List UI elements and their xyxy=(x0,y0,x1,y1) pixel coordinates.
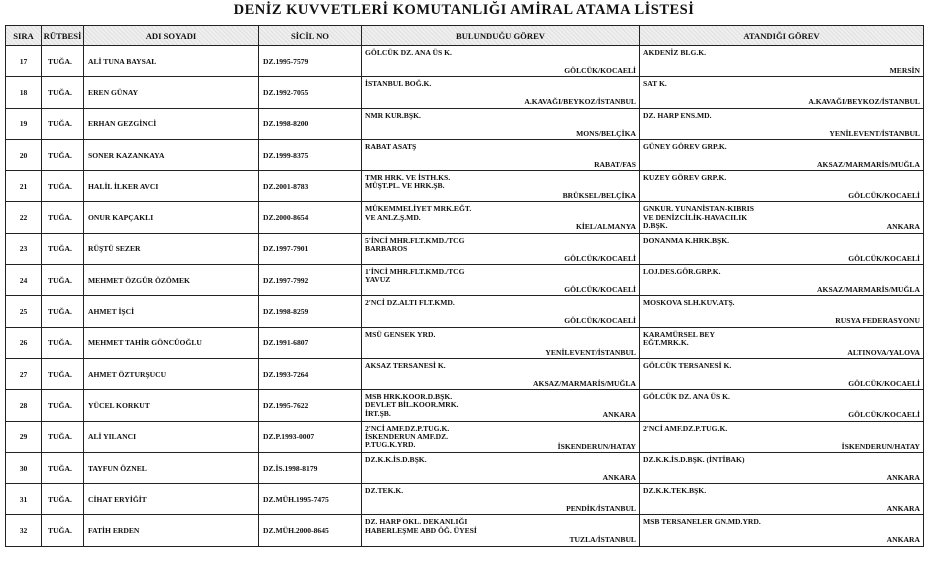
current-duty-location: YENİLEVENT/İSTANBUL xyxy=(545,347,636,357)
current-duty-location: A.KAVAĞI/BEYKOZ/İSTANBUL xyxy=(524,97,636,107)
current-duty-location: İSKENDERUN/HATAY xyxy=(557,441,636,451)
row-sicil: DZ.1991-6807 xyxy=(259,327,362,358)
table-row xyxy=(6,233,924,264)
row-sira: 30 xyxy=(6,452,42,483)
current-duty-location: ANKARA xyxy=(602,410,636,420)
row-sira: 23 xyxy=(6,233,42,264)
row-sira: 24 xyxy=(6,265,42,296)
assigned-duty-location: GÖLCÜK/KOCAELİ xyxy=(848,191,920,201)
assigned-duty-location: GÖLCÜK/KOCAELİ xyxy=(848,253,920,263)
assigned-duty-location: ANKARA xyxy=(886,504,920,514)
row-current-duty xyxy=(362,265,640,296)
header-assigned-duty: ATANDIĞI GÖREV xyxy=(640,26,924,46)
appointment-table xyxy=(5,25,924,547)
row-current-duty xyxy=(362,77,640,108)
row-name: FATİH ERDEN xyxy=(84,515,259,546)
row-rutbe: TUĞA. xyxy=(42,171,84,202)
table-row xyxy=(6,358,924,389)
row-sira: 20 xyxy=(6,139,42,170)
current-duty-location: MONS/BELÇİKA xyxy=(576,128,636,138)
row-current-duty xyxy=(362,421,640,452)
row-current-duty xyxy=(362,139,640,170)
row-name: AHMET İŞCİ xyxy=(84,296,259,327)
assigned-duty-location: AKSAZ/MARMARİS/MUĞLA xyxy=(817,159,920,169)
row-assigned-duty xyxy=(640,296,924,327)
assigned-duty-unit: GÖLCÜK DZ. ANA ÜS K. xyxy=(643,392,730,402)
table-row xyxy=(6,77,924,108)
row-assigned-duty xyxy=(640,515,924,546)
row-rutbe: TUĞA. xyxy=(42,484,84,515)
row-sicil: DZ.1995-7622 xyxy=(259,390,362,421)
row-rutbe: TUĞA. xyxy=(42,515,84,546)
table-header-row xyxy=(6,26,924,46)
current-duty-location: TUZLA/İSTANBUL xyxy=(569,535,636,545)
assigned-duty-unit: MSB TERSANELER GN.MD.YRD. xyxy=(643,517,761,527)
row-rutbe: TUĞA. xyxy=(42,46,84,77)
row-sira: 32 xyxy=(6,515,42,546)
page-title: DENİZ KUVVETLERİ KOMUTANLIĞI AMİRAL ATAMA LİSTESİ xyxy=(233,2,695,18)
row-sira: 22 xyxy=(6,202,42,233)
current-duty-unit: DZ. HARP OKL. DEKANLIĞI HABERLEŞME ABD ÖĞ. ÜYESİ xyxy=(365,517,477,535)
current-duty-location: KİEL/ALMANYA xyxy=(575,222,636,232)
current-duty-unit: NMR KUR.BŞK. xyxy=(365,110,421,120)
row-assigned-duty xyxy=(640,233,924,264)
row-name: YÜCEL KORKUT xyxy=(84,390,259,421)
row-rutbe: TUĞA. xyxy=(42,139,84,170)
assigned-duty-unit: SAT K. xyxy=(643,79,667,89)
row-current-duty xyxy=(362,327,640,358)
row-name: AHMET ÖZTURŞUCU xyxy=(84,358,259,389)
row-rutbe: TUĞA. xyxy=(42,452,84,483)
row-sicil: DZ.MÜH.2000-8645 xyxy=(259,515,362,546)
row-name: ONUR KAPÇAKLI xyxy=(84,202,259,233)
row-current-duty xyxy=(362,296,640,327)
header-current-duty: BULUNDUĞU GÖREV xyxy=(362,26,640,46)
row-name: EREN GÜNAY xyxy=(84,77,259,108)
row-sira: 18 xyxy=(6,77,42,108)
assigned-duty-unit: DONANMA K.HRK.BŞK. xyxy=(643,235,730,245)
row-sira: 21 xyxy=(6,171,42,202)
assigned-duty-unit: 2'NCİ AMF.DZ.P.TUG.K. xyxy=(643,423,728,433)
current-duty-location: PENDİK/İSTANBUL xyxy=(566,504,636,514)
row-rutbe: TUĞA. xyxy=(42,358,84,389)
table-row xyxy=(6,171,924,202)
row-current-duty xyxy=(362,46,640,77)
assigned-duty-location: GÖLCÜK/KOCAELİ xyxy=(848,410,920,420)
current-duty-unit: İSTANBUL BOĞ.K. xyxy=(365,79,432,89)
row-name: TAYFUN ÖZNEL xyxy=(84,452,259,483)
row-name: HALİL İLKER AVCI xyxy=(84,171,259,202)
assigned-duty-location: MERSİN xyxy=(889,66,920,75)
row-name: CİHAT ERYİĞİT xyxy=(84,484,259,515)
current-duty-unit: DZ.TEK.K. xyxy=(365,486,404,496)
header-sira: SIRA xyxy=(6,26,42,46)
row-name: ERHAN GEZGİNCİ xyxy=(84,108,259,139)
current-duty-unit: 5'İNCİ MHR.FLT.KMD./TCG BARBAROS xyxy=(365,235,465,253)
row-sicil: DZ.2001-8783 xyxy=(259,171,362,202)
row-assigned-duty xyxy=(640,265,924,296)
table-row xyxy=(6,452,924,483)
table-row xyxy=(6,108,924,139)
row-sicil: DZ.1998-8259 xyxy=(259,296,362,327)
row-current-duty xyxy=(362,358,640,389)
assigned-duty-location: ANKARA xyxy=(886,222,920,232)
row-current-duty xyxy=(362,390,640,421)
current-duty-unit: 2'NCİ AMF.DZ.P.TUG.K. İSKENDERUN AMF.DZ. P.TUG.K.YRD. xyxy=(365,423,450,449)
current-duty-unit: TMR HRK. VE İSTH.KS. MÜŞT.PL. VE HRK.ŞB. xyxy=(365,173,451,191)
table-row xyxy=(6,390,924,421)
assigned-duty-unit: GNKUR. YUNANİSTAN-KIBRIS VE DENİZCİLİK-HAVACILIK D.BŞK. xyxy=(643,204,754,230)
row-current-duty xyxy=(362,484,640,515)
current-duty-location: GÖLCÜK/KOCAELİ xyxy=(564,285,636,295)
row-sicil: DZ.P.1993-0007 xyxy=(259,421,362,452)
table-row xyxy=(6,421,924,452)
row-rutbe: TUĞA. xyxy=(42,421,84,452)
assigned-duty-unit: KUZEY GÖREV GRP.K. xyxy=(643,173,727,183)
row-assigned-duty xyxy=(640,327,924,358)
row-sira: 26 xyxy=(6,327,42,358)
row-assigned-duty xyxy=(640,139,924,170)
current-duty-unit: RABAT ASATŞ xyxy=(365,141,417,151)
header-rutbe: RÜTBESİ xyxy=(42,26,84,46)
row-current-duty xyxy=(362,233,640,264)
assigned-duty-location: İSKENDERUN/HATAY xyxy=(841,441,920,451)
assigned-duty-unit: AKDENİZ BLG.K. xyxy=(643,48,707,57)
assigned-duty-unit: DZ.K.K.TEK.BŞK. xyxy=(643,486,707,496)
row-sicil: DZ.1999-8375 xyxy=(259,139,362,170)
row-assigned-duty xyxy=(640,108,924,139)
row-rutbe: TUĞA. xyxy=(42,296,84,327)
row-assigned-duty xyxy=(640,390,924,421)
current-duty-location: GÖLCÜK/KOCAELİ xyxy=(564,253,636,263)
assigned-duty-location: GÖLCÜK/KOCAELİ xyxy=(848,378,920,388)
header-sicil: SİCİL NO xyxy=(259,26,362,46)
assigned-duty-location: ANKARA xyxy=(886,535,920,545)
row-sira: 29 xyxy=(6,421,42,452)
assigned-duty-unit: LOJ.DES.GÖR.GRP.K. xyxy=(643,267,721,277)
row-name: RÜŞTÜ SEZER xyxy=(84,233,259,264)
assigned-duty-location: AKSAZ/MARMARİS/MUĞLA xyxy=(817,285,920,295)
row-rutbe: TUĞA. xyxy=(42,233,84,264)
row-assigned-duty xyxy=(640,202,924,233)
row-rutbe: TUĞA. xyxy=(42,202,84,233)
current-duty-location: AKSAZ/MARMARİS/MUĞLA xyxy=(533,378,636,388)
current-duty-unit: AKSAZ TERSANESİ K. xyxy=(365,360,446,370)
row-rutbe: TUĞA. xyxy=(42,265,84,296)
row-sicil: DZ.1998-8200 xyxy=(259,108,362,139)
assigned-duty-location: YENİLEVENT/İSTANBUL xyxy=(829,128,920,138)
assigned-duty-unit: DZ. HARP ENS.MD. xyxy=(643,110,712,120)
row-sira: 31 xyxy=(6,484,42,515)
row-sira: 17 xyxy=(6,46,42,77)
current-duty-unit: GÖLCÜK DZ. ANA ÜS K. xyxy=(365,48,452,57)
current-duty-location: GÖLCÜK/KOCAELİ xyxy=(564,316,636,326)
assigned-duty-location: RUSYA FEDERASYONU xyxy=(835,316,920,326)
current-duty-unit: DZ.K.K.İS.D.BŞK. xyxy=(365,454,427,464)
row-sicil: DZ.İS.1998-8179 xyxy=(259,452,362,483)
row-assigned-duty xyxy=(640,421,924,452)
current-duty-unit: MSÜ GENSEK YRD. xyxy=(365,329,436,339)
row-sicil: DZ.1997-7901 xyxy=(259,233,362,264)
current-duty-unit: MSB HRK.KOOR.D.BŞK. DEVLET BİL.KOOR.MRK. İRT.ŞB. xyxy=(365,392,459,418)
current-duty-location: RABAT/FAS xyxy=(594,159,636,169)
row-sicil: DZ.1997-7992 xyxy=(259,265,362,296)
table-row xyxy=(6,202,924,233)
row-sicil: DZ.1992-7055 xyxy=(259,77,362,108)
row-name: ALİ TUNA BAYSAL xyxy=(84,46,259,77)
table-row xyxy=(6,484,924,515)
current-duty-location: GÖLCÜK/KOCAELİ xyxy=(564,66,636,75)
table-row xyxy=(6,265,924,296)
current-duty-unit: MÜKEMMELİYET MRK.EĞT. VE ANLZ.Ş.MD. xyxy=(365,204,472,222)
row-name: ALİ YILANCI xyxy=(84,421,259,452)
row-sicil: DZ.MÜH.1995-7475 xyxy=(259,484,362,515)
row-current-duty xyxy=(362,452,640,483)
row-sicil: DZ.1995-7579 xyxy=(259,46,362,77)
row-name: MEHMET ÖZGÜR ÖZÖMEK xyxy=(84,265,259,296)
table-row xyxy=(6,515,924,546)
assigned-duty-location: ANKARA xyxy=(886,472,920,482)
row-current-duty xyxy=(362,515,640,546)
assigned-duty-unit: KARAMÜRSEL BEY EĞT.MRK.K. xyxy=(643,329,715,347)
row-assigned-duty xyxy=(640,452,924,483)
table-row xyxy=(6,139,924,170)
current-duty-location: BRÜKSEL/BELÇİKA xyxy=(562,191,636,201)
row-sira: 27 xyxy=(6,358,42,389)
row-sira: 28 xyxy=(6,390,42,421)
row-name: MEHMET TAHİR GÖNCÜOĞLU xyxy=(84,327,259,358)
header-name: ADI SOYADI xyxy=(84,26,259,46)
row-assigned-duty xyxy=(640,46,924,77)
row-sicil: DZ.2000-8654 xyxy=(259,202,362,233)
row-assigned-duty xyxy=(640,171,924,202)
table-row xyxy=(6,46,924,77)
row-assigned-duty xyxy=(640,358,924,389)
row-assigned-duty xyxy=(640,484,924,515)
row-current-duty xyxy=(362,108,640,139)
assigned-duty-unit: MOSKOVA SLH.KUV.ATŞ. xyxy=(643,298,735,308)
row-current-duty xyxy=(362,202,640,233)
assigned-duty-location: A.KAVAĞI/BEYKOZ/İSTANBUL xyxy=(808,97,920,107)
table-row xyxy=(6,296,924,327)
assigned-duty-unit: DZ.K.K.İS.D.BŞK. (İNTİBAK) xyxy=(643,454,745,464)
row-sicil: DZ.1993-7264 xyxy=(259,358,362,389)
current-duty-unit: 2'NCİ DZ.ALTI FLT.KMD. xyxy=(365,298,455,308)
assigned-duty-unit: GÜNEY GÖREV GRP.K. xyxy=(643,141,727,151)
current-duty-unit: 1'İNCİ MHR.FLT.KMD./TCG YAVUZ xyxy=(365,267,465,285)
current-duty-location: ANKARA xyxy=(602,472,636,482)
row-name: SONER KAZANKAYA xyxy=(84,139,259,170)
assigned-duty-location: ALTINOVA/YALOVA xyxy=(847,347,920,357)
row-current-duty xyxy=(362,171,640,202)
row-sira: 19 xyxy=(6,108,42,139)
row-rutbe: TUĞA. xyxy=(42,77,84,108)
row-rutbe: TUĞA. xyxy=(42,327,84,358)
row-rutbe: TUĞA. xyxy=(42,108,84,139)
row-rutbe: TUĞA. xyxy=(42,390,84,421)
row-sira: 25 xyxy=(6,296,42,327)
table-row xyxy=(6,327,924,358)
assigned-duty-unit: GÖLCÜK TERSANESİ K. xyxy=(643,360,732,370)
row-assigned-duty xyxy=(640,77,924,108)
